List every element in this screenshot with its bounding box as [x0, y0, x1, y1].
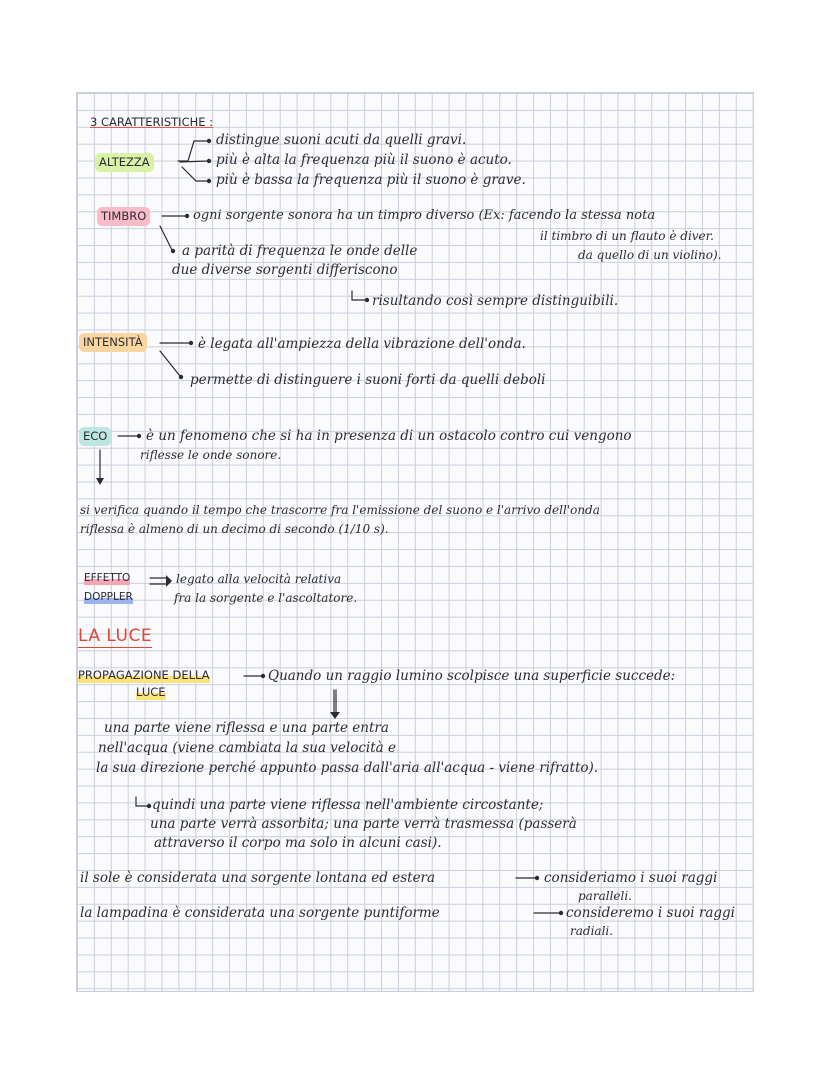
eco-line-4: riflessa è almeno di un decimo di secondo (1/10 s).: [80, 522, 389, 536]
propagazione-line: Quando un raggio lumino scolpisce una superficie succede:: [268, 668, 676, 684]
eco-line-2: riflesse le onde sonore.: [140, 448, 282, 462]
luce-line-2: nell'acqua (viene cambiata la sua velocità e: [98, 740, 396, 756]
section-heading: 3 CARATTERISTICHE :: [90, 115, 214, 129]
arrow-down-double: [334, 690, 336, 712]
intensita-label: INTENSITÀ: [79, 333, 147, 352]
effetto-label: EFFETTO: [84, 572, 131, 584]
sole-line: il sole è considerata una sorgente lontana ed estera: [80, 870, 436, 886]
arrow-intensita-down: [160, 351, 180, 376]
timbro-line-3: da quello di un violino).: [578, 248, 722, 262]
propagazione-label-1: PROPAGAZIONE DELLA: [78, 668, 210, 682]
timbro-line-4: a parità di frequenza le onde delle: [182, 243, 418, 259]
luce-title: LA LUCE: [78, 626, 153, 646]
timbro-line-5: due diverse sorgenti differiscono: [172, 262, 398, 278]
altezza-line-3: più è bassa la frequenza più il suono è grave.: [216, 172, 526, 188]
arrow-altezza-3: [182, 167, 208, 181]
arrow-altezza-1: [178, 141, 208, 161]
eco-label: ECO: [79, 427, 111, 446]
quindi-line-2: una parte verrà assorbita; una parte verrà trasmessa (passerà: [150, 816, 577, 832]
lampadina-result-1: consideremo i suoi raggi: [566, 905, 735, 921]
timbro-line-6: risultando così sempre distinguibili.: [372, 293, 619, 309]
propagazione-label-2: LUCE: [136, 685, 166, 699]
sole-result-2: paralleli.: [578, 889, 632, 903]
lampadina-result-2: radiali.: [570, 924, 614, 938]
altezza-label: ALTEZZA: [95, 153, 154, 172]
timbro-line-2: il timbro di un flauto è diver.: [540, 229, 714, 243]
sole-result-1: consideriamo i suoi raggi: [544, 870, 718, 886]
eco-line-3: si verifica quando il tempo che trascorre fra l'emissione del suono e l'arrivo dell'onda: [80, 503, 600, 517]
timbro-label: TIMBRO: [97, 207, 150, 226]
doppler-line-2: fra la sorgente e l'ascoltatore.: [174, 591, 358, 605]
intensita-line-2: permette di distinguere i suoni forti da quelli deboli: [190, 372, 546, 388]
luce-line-1: una parte viene riflessa e una parte entra: [104, 720, 389, 736]
quindi-line-1: quindi una parte viene riflessa nell'ambiente circostante;: [152, 797, 544, 813]
altezza-line-2: più è alta la frequenza più il suono è acuto.: [216, 152, 512, 168]
arrow-timbro-down: [160, 226, 172, 250]
doppler-label: DOPPLER: [84, 591, 133, 603]
lampadina-line: la lampadina è considerata una sorgente puntiforme: [80, 905, 440, 921]
arrow-doppler: [150, 578, 166, 584]
arrow-timbro-result: [352, 291, 366, 300]
intensita-line-1: è legata all'ampiezza della vibrazione dell'onda.: [198, 336, 526, 352]
arrow-quindi: [136, 797, 148, 806]
eco-line-1: è un fenomeno che si ha in presenza di un ostacolo contro cui vengono: [146, 428, 632, 444]
timbro-line-1: ogni sorgente sonora ha un timpro diverso (Ex: facendo la stessa nota: [193, 208, 656, 223]
luce-line-3: la sua direzione perché appunto passa dall'aria all'acqua - viene rifratto).: [96, 760, 599, 776]
quindi-line-3: attraverso il corpo ma solo in alcuni casi).: [154, 835, 442, 851]
doppler-line-1: legato alla velocità relativa: [176, 572, 342, 586]
altezza-line-1: distingue suoni acuti da quelli gravi.: [216, 132, 467, 148]
